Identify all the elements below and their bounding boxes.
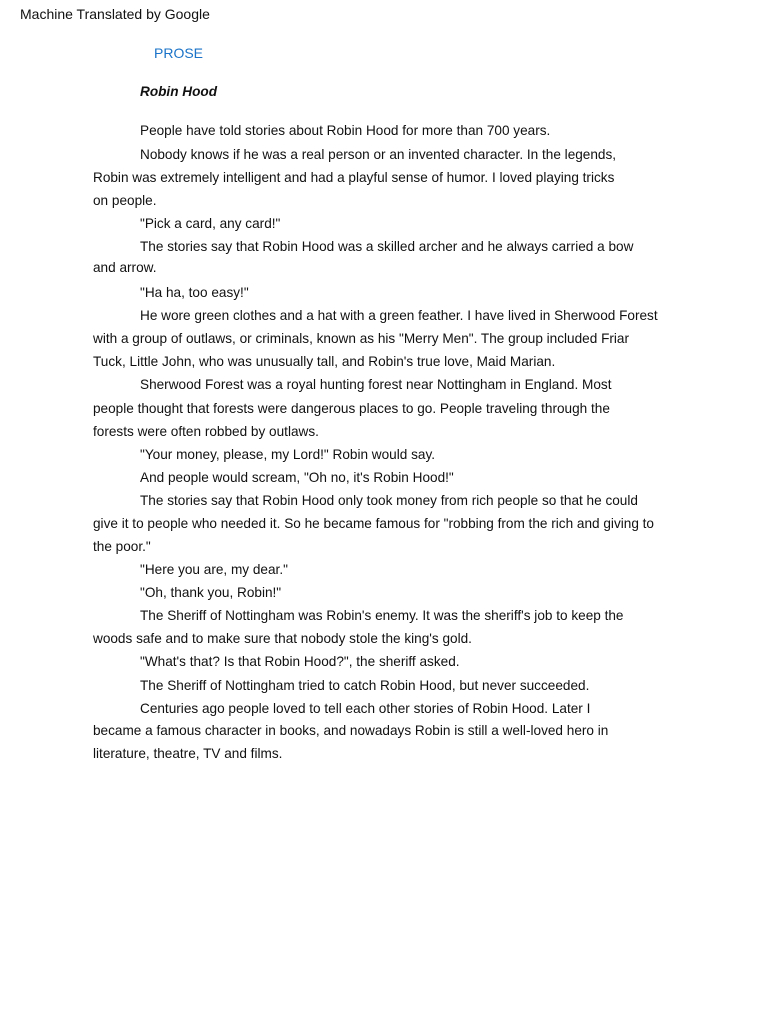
text-line: He wore green clothes and a hat with a green feather. I have lived in Sherwood Forest: [140, 308, 658, 323]
text-line: woods safe and to make sure that nobody stole the king's gold.: [93, 631, 472, 646]
text-line: the poor.": [93, 539, 151, 554]
text-line: Nobody knows if he was a real person or an invented character. In the legends,: [140, 147, 617, 162]
text-line: literature, theatre, TV and films.: [93, 746, 283, 761]
text-line: give it to people who needed it. So he became famous for "robbing from the rich and giving to: [93, 516, 654, 531]
text-line: And people would scream, "Oh no, it's Robin Hood!": [140, 470, 454, 485]
translation-banner: Machine Translated by Google: [20, 6, 210, 22]
text-line: "Your money, please, my Lord!" Robin would say.: [140, 447, 436, 462]
text-line: The stories say that Robin Hood was a skilled archer and he always carried a bow: [140, 239, 634, 254]
text-line: Robin was extremely intelligent and had a playful sense of humor. I loved playing tricks: [93, 170, 615, 185]
text-line: "Oh, thank you, Robin!": [140, 585, 282, 600]
text-line: on people.: [93, 193, 157, 208]
text-line: The Sheriff of Nottingham tried to catch Robin Hood, but never succeeded.: [140, 678, 590, 693]
text-line: forests were often robbed by outlaws.: [93, 424, 319, 439]
text-line: "Here you are, my dear.": [140, 562, 288, 577]
text-line: The stories say that Robin Hood only took money from rich people so that he could: [140, 493, 638, 508]
text-line: "Pick a card, any card!": [140, 216, 281, 231]
story-title: Robin Hood: [140, 84, 218, 99]
text-line: with a group of outlaws, or criminals, known as his "Merry Men". The group included Friar: [93, 331, 630, 346]
text-line: became a famous character in books, and nowadays Robin is still a well-loved hero in: [93, 723, 609, 738]
text-line: Sherwood Forest was a royal hunting forest near Nottingham in England. Most: [140, 377, 612, 392]
text-line: People have told stories about Robin Hood for more than 700 years.: [140, 123, 551, 138]
text-line: "Ha ha, too easy!": [140, 285, 249, 300]
text-line: The Sheriff of Nottingham was Robin's enemy. It was the sheriff's job to keep the: [140, 608, 624, 623]
text-line: Tuck, Little John, who was unusually tall, and Robin's true love, Maid Marian.: [93, 354, 556, 369]
text-line: "What's that? Is that Robin Hood?", the sheriff asked.: [140, 654, 460, 669]
text-line: people thought that forests were dangerous places to go. People traveling through the: [93, 401, 610, 416]
text-line: Centuries ago people loved to tell each other stories of Robin Hood. Later I: [140, 701, 591, 716]
text-line: and arrow.: [93, 260, 157, 275]
section-label: PROSE: [154, 45, 204, 61]
